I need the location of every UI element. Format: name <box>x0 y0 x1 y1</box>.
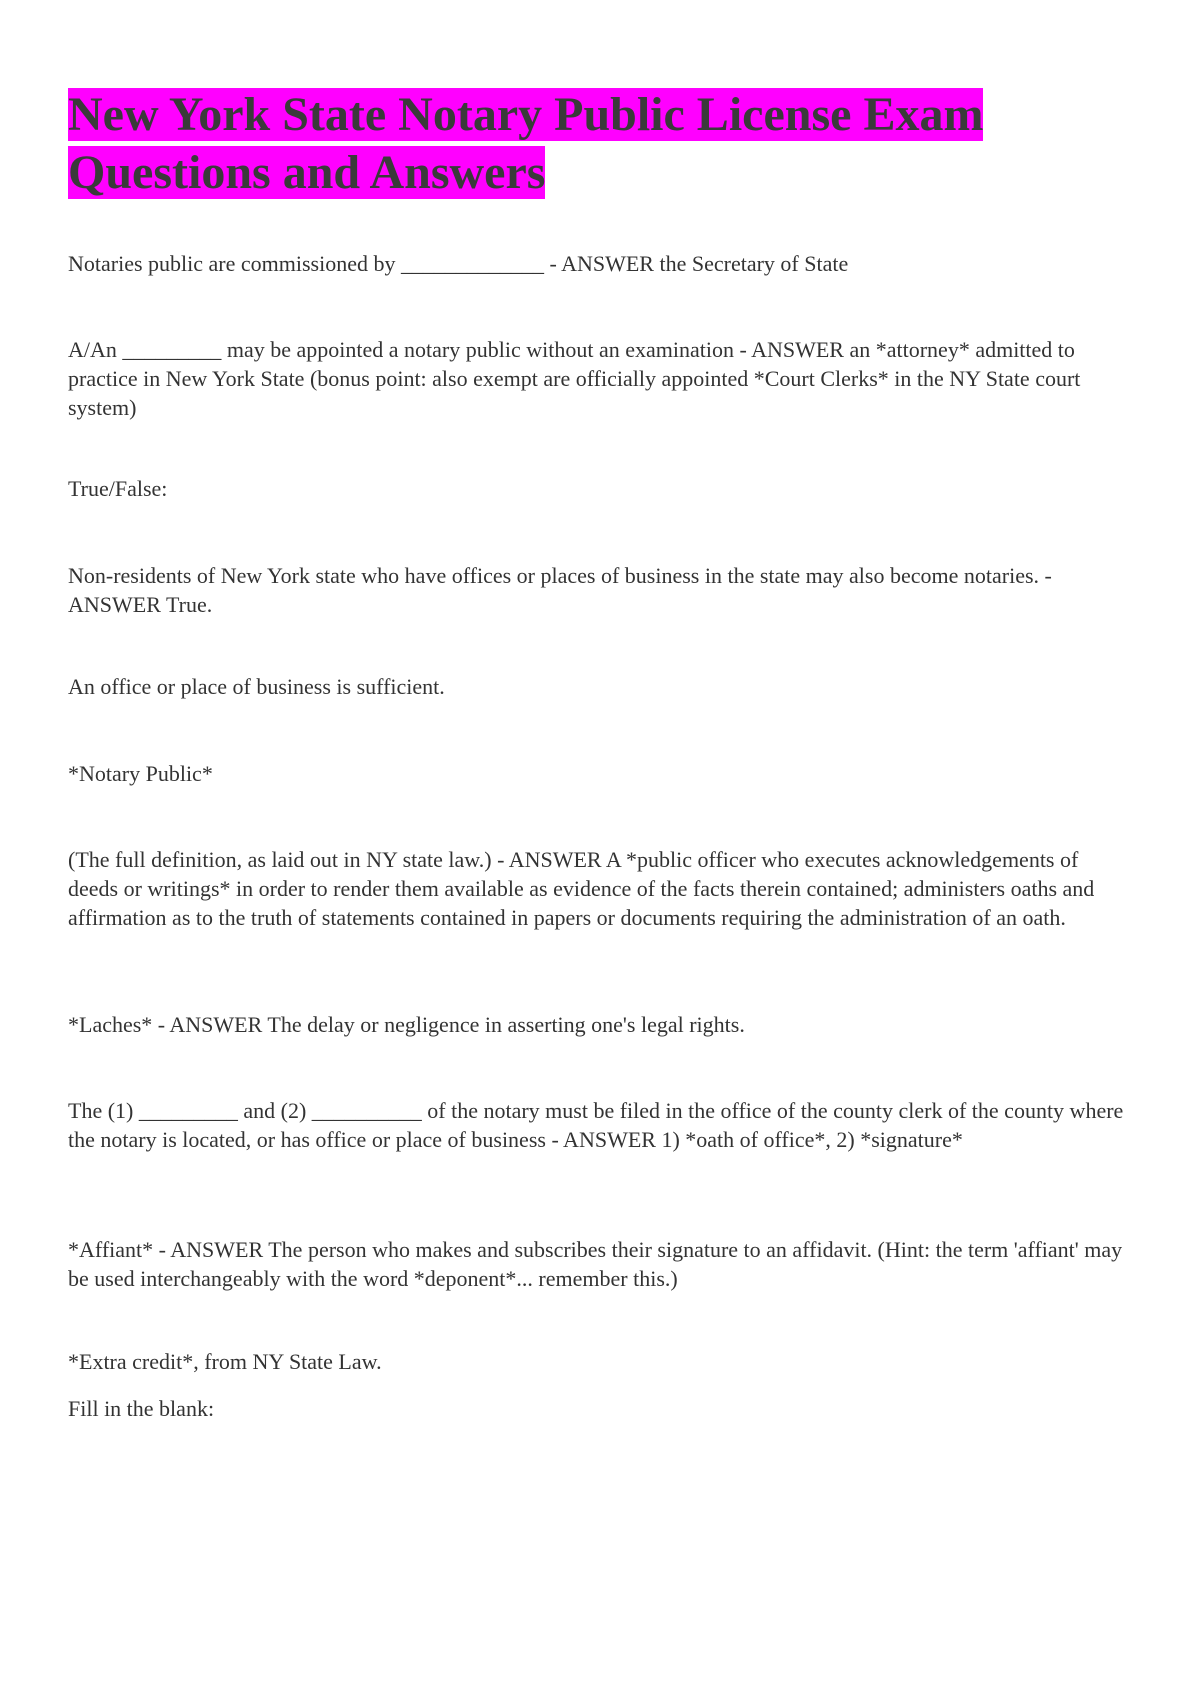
qa-fill-in-blank: Fill in the blank: <box>68 1396 215 1421</box>
qa-notary-definition: (The full definition, as laid out in NY state law.) - ANSWER A *public officer who executes acknowledgements of deeds or writings* in order to render them available as evidence of the facts therein contained; administers oaths and affirmation as to the truth of statements contained in papers or documents requiring the administration of an oath. <box>68 847 1095 930</box>
qa-office-sufficient: An office or place of business is sufficient. <box>68 674 445 699</box>
title-line-2: Questions and Answers <box>68 146 546 199</box>
qa-extra-credit: *Extra credit*, from NY State Law. <box>68 1349 382 1374</box>
title-line-1: New York State Notary Public License Exam <box>68 88 984 141</box>
document-title <box>68 86 1128 202</box>
qa-commissioned-by: Notaries public are commissioned by _____________ - ANSWER the Secretary of State <box>68 251 849 276</box>
qa-non-residents: Non-residents of New York state who have offices or places of business in the state may also become notaries. - ANSWER True. <box>68 563 1052 617</box>
qa-laches: *Laches* - ANSWER The delay or negligence in asserting one's legal rights. <box>68 1012 745 1037</box>
qa-notary-public-term: *Notary Public* <box>68 761 213 786</box>
qa-oath-signature: The (1) _________ and (2) __________ of the notary must be filed in the office of the county clerk of the county where the notary is located, or has office or place of business - ANSWER 1) *oath of office*, 2) *signature* <box>68 1098 1124 1152</box>
qa-true-false-label: True/False: <box>68 476 168 501</box>
qa-attorney-exemption: A/An _________ may be appointed a notary public without an examination - ANSWER an *attorney* admitted to practice in New York State (bonus point: also exempt are officially appointed *Court Clerks* in the NY State court system) <box>68 337 1081 420</box>
qa-affiant: *Affiant* - ANSWER The person who makes and subscribes their signature to an affidavit. (Hint: the term 'affiant' may be used interchangeably with the word *deponent*... remember this.) <box>68 1237 1123 1291</box>
